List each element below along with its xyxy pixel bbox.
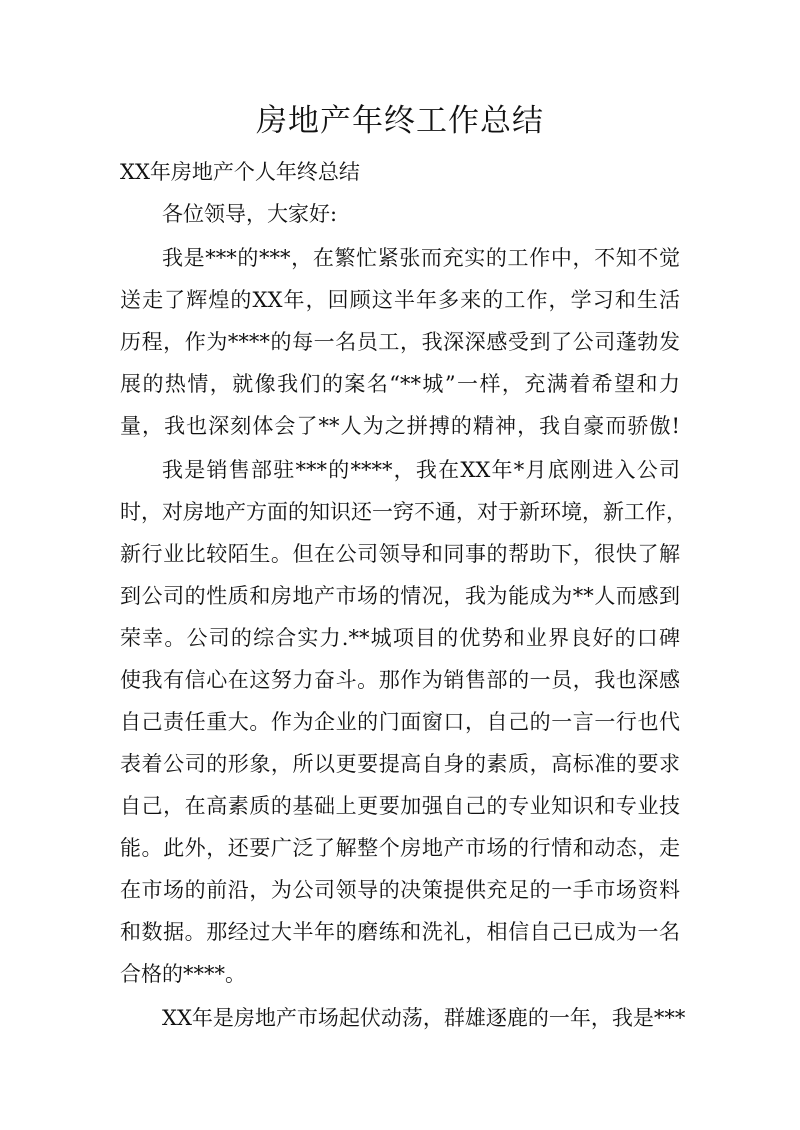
document-subtitle: XX年房地产个人年终总结 [120, 160, 360, 184]
paragraph-2-line-6: 使我有信心在这努力奋斗。那作为销售部的一员，我也深感 [120, 668, 680, 692]
paragraph-2-line-1: 我是销售部驻***的****，我在XX年*月底刚进入公司 [162, 458, 680, 482]
paragraph-2-line-3: 新行业比较陌生。但在公司领导和同事的帮助下，很快了解 [120, 542, 680, 566]
paragraph-2-line-9: 自己，在高素质的基础上更要加强自己的专业知识和专业技 [120, 794, 680, 818]
paragraph-1-line-2: 送走了辉煌的XX年，回顾这半年多来的工作，学习和生活 [120, 288, 680, 312]
paragraph-2-line-8: 表着公司的形象，所以更要提高自身的素质，高标准的要求 [120, 752, 680, 776]
paragraph-1-line-5: 量，我也深刻体会了**人为之拼搏的精神，我自豪而骄傲! [120, 414, 680, 438]
paragraph-2-line-11: 在市场的前沿，为公司领导的决策提供充足的一手市场资料 [120, 878, 680, 902]
paragraph-3-line-1: XX年是房地产市场起伏动荡，群雄逐鹿的一年，我是*** [162, 1006, 686, 1030]
paragraph-1-line-4: 展的热情，就像我们的案名“**城”一样，充满着希望和力 [120, 372, 680, 396]
paragraph-2-line-4: 到公司的性质和房地产市场的情况，我为能成为**人而感到 [120, 584, 680, 608]
paragraph-2-line-7: 自己责任重大。作为企业的门面窗口，自己的一言一行也代 [120, 710, 680, 734]
paragraph-1-line-1: 我是***的***，在繁忙紧张而充实的工作中，不知不觉 [162, 246, 680, 270]
paragraph-2-line-5: 荣幸。公司的综合实力.**城项目的优势和业界良好的口碑 [120, 626, 680, 650]
greeting-line: 各位领导，大家好: [162, 202, 338, 226]
paragraph-2-line-2: 时，对房地产方面的知识还一窍不通，对于新环境，新工作， [120, 500, 687, 524]
paragraph-2-line-10: 能。此外，还要广泛了解整个房地产市场的行情和动态，走 [120, 836, 680, 860]
paragraph-1-line-3: 历程，作为****的每一名员工，我深深感受到了公司蓬勃发 [120, 330, 680, 354]
document-title: 房地产年终工作总结 [256, 103, 544, 139]
paragraph-2-line-12: 和数据。那经过大半年的磨练和洗礼，相信自己已成为一名 [120, 920, 680, 944]
paragraph-2-line-13: 合格的****。 [120, 962, 246, 986]
